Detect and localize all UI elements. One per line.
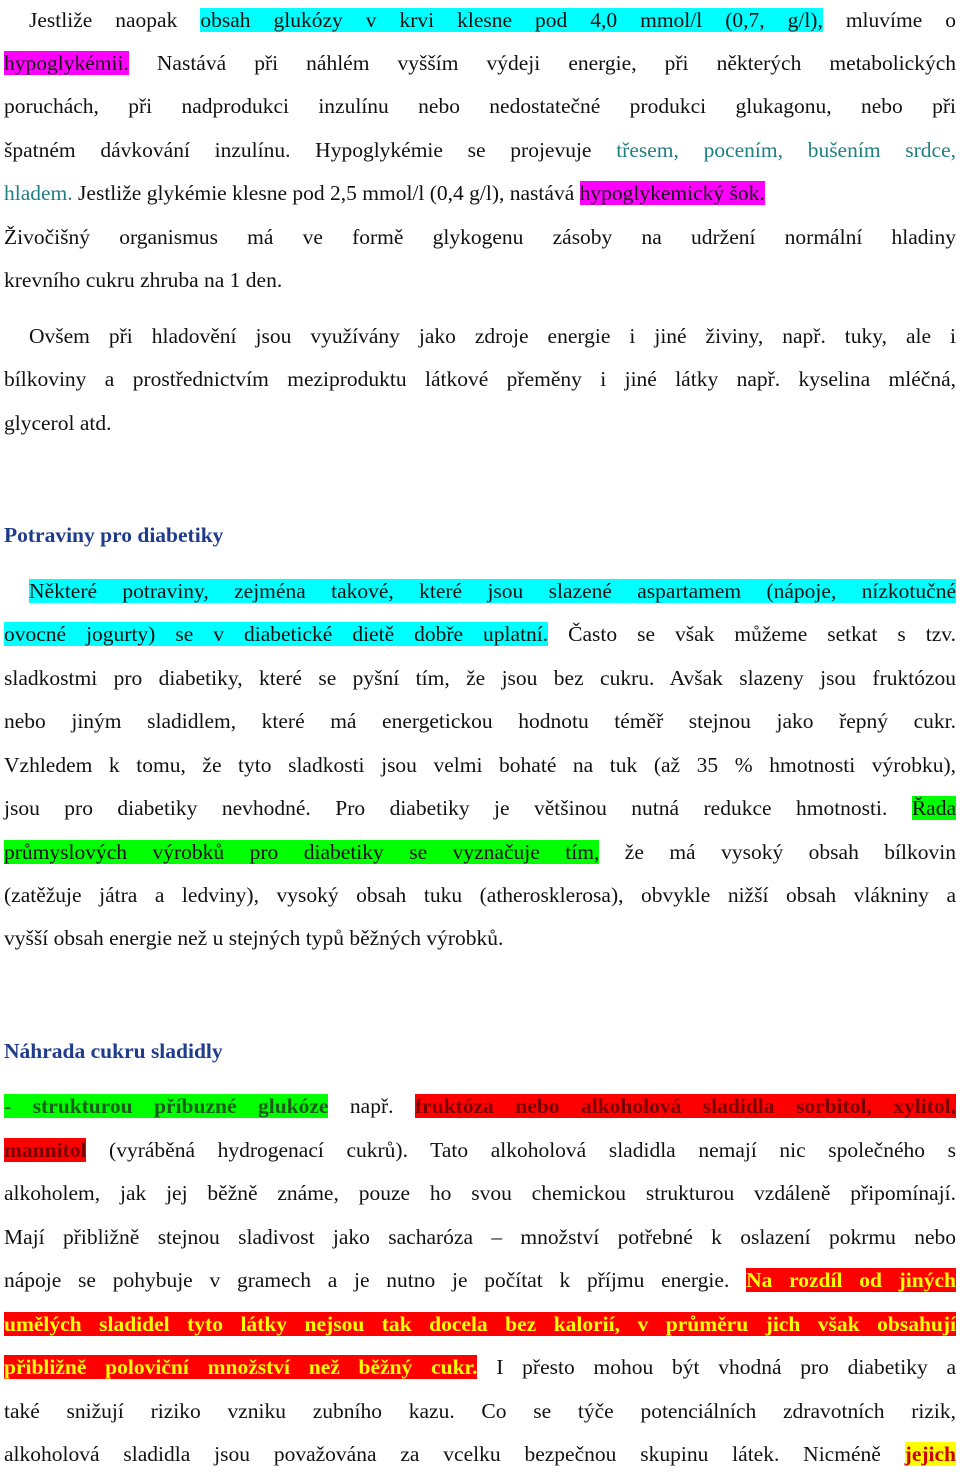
text-line: krevního cukru zhruba na 1 den.	[4, 268, 283, 292]
text-line	[4, 1264, 956, 1296]
text-line	[4, 618, 956, 650]
highlight-red: mannitol	[4, 1138, 87, 1162]
text-line	[4, 792, 956, 824]
text-line: Vzhledem k tomu, že tyto sladkosti jsou velmi bohaté na tuk (až 35 % hmotnosti výrobku),	[4, 753, 956, 777]
text-line: alkoholem, jak jej běžně známe, pouze ho svou chemickou strukturou vzdáleně připomínají.	[4, 1181, 956, 1205]
text-span: Jestliže naopak	[29, 8, 201, 32]
text-line	[4, 1134, 956, 1166]
text-line: Mají přibližně stejnou sladivost jako sacharóza – množství potřebné k oslazení pokrmu nebo	[4, 1225, 956, 1249]
highlight-cyan: ovocné jogurty) se v diabetické dietě dobře uplatní.	[4, 622, 549, 646]
text-line	[4, 836, 956, 868]
text-line	[4, 1090, 956, 1122]
text-span: alkoholová sladidla jsou považována za vcelku bezpečnou skupinu látek. Nicméně	[4, 1442, 905, 1466]
text-line: sladkostmi pro diabetiky, které se pyšní tím, že jsou bez cukru. Avšak slazeny jsou fruktózou	[4, 666, 956, 690]
text-line	[4, 1438, 956, 1470]
highlight-green: Řada	[911, 796, 956, 820]
text-line: Ovšem při hladovění jsou využívány jako zdroje energie i jiné živiny, např. tuky, ale i	[29, 324, 956, 348]
text-span: mluvíme o	[822, 8, 957, 32]
highlight-green: - strukturou příbuzné glukóze	[4, 1094, 329, 1118]
text-line: také snižují riziko vzniku zubního kazu. Co se týče potenciálních zdravotních rizik,	[4, 1399, 956, 1423]
text-line: glycerol atd.	[4, 411, 112, 435]
text-line	[4, 134, 956, 166]
text-line: Živočišný organismus má ve formě glykogenu zásoby na udržení normální hladiny	[4, 225, 956, 249]
highlight-magenta: hypoglykémii.	[4, 51, 129, 75]
text-span: Nastává při náhlém vyšším výdeji energie, při některých metabolických	[128, 51, 956, 75]
text-line: poruchách, při nadprodukci inzulínu nebo nedostatečné produkci glukagonu, nebo při	[4, 94, 956, 118]
text-line: vyšší obsah energie než u stejných typů běžných výrobků.	[4, 926, 504, 950]
text-line	[4, 177, 956, 209]
highlight-yellow: jejich	[904, 1442, 956, 1466]
text-line	[4, 575, 956, 607]
text-span: špatném dávkování inzulínu. Hypoglykémie se projevuje	[4, 138, 617, 162]
highlight-red: Na rozdíl od jiných	[746, 1268, 956, 1292]
highlight-red: fruktóza nebo alkoholová sladidla sorbitol, xylitol,	[414, 1094, 956, 1118]
text-span: např.	[328, 1094, 415, 1118]
text-line: (zatěžuje játra a ledviny), vysoký obsah tuku (atherosklerosa), obvykle nižší obsah vlákniny a	[4, 883, 956, 907]
highlight-red: umělých sladidel tyto látky nejsou tak docela bez kalorií, v průměru jich však obsahují	[4, 1312, 956, 1336]
text-line	[4, 1351, 956, 1383]
text-span: nápoje se pohybuje v gramech a je nutno je počítat k příjmu energie.	[4, 1268, 747, 1292]
highlight-cyan: Některé potraviny, zejména takové, které jsou slazené aspartamem (nápoje, nízkotučné	[29, 579, 956, 603]
highlight-magenta: hypoglykemický šok.	[579, 181, 765, 205]
text-line: nebo jiným sladidlem, které má energetickou hodnotu téměř stejnou jako řepný cukr.	[4, 709, 956, 733]
section-heading: Potraviny pro diabetiky	[4, 523, 224, 547]
section-heading: Náhrada cukru sladidly	[4, 1039, 223, 1063]
text-span: Jestliže glykémie klesne pod 2,5 mmol/l (0,4 g/l), nastává	[72, 181, 580, 205]
teal-text: hladem.	[4, 181, 73, 205]
text-line	[4, 47, 956, 79]
highlight-cyan: obsah glukózy v krvi klesne pod 4,0 mmol/l (0,7, g/l),	[200, 8, 823, 32]
teal-text: třesem, pocením, bušením srdce,	[616, 138, 956, 162]
text-span: Často se však můžeme setkat s tzv.	[548, 622, 956, 646]
text-line	[4, 1308, 956, 1340]
text-line	[4, 4, 956, 36]
text-span: jsou pro diabetiky nevhodné. Pro diabetiky je většinou nutná redukce hmotnosti.	[4, 796, 912, 820]
highlight-green: průmyslových výrobků pro diabetiky se vyznačuje tím,	[4, 840, 600, 864]
highlight-red: přibližně poloviční množství než běžný cukr.	[4, 1355, 478, 1379]
text-span: (vyráběná hydrogenací cukrů). Tato alkoholová sladidla nemají nic společného s	[86, 1138, 956, 1162]
text-span: že má vysoký obsah bílkovin	[599, 840, 956, 864]
text-span: I přesto mohou být vhodná pro diabetiky a	[477, 1355, 956, 1379]
text-line: bílkoviny a prostřednictvím meziproduktu látkové přeměny i jiné látky např. kyselina mléčná,	[4, 367, 956, 391]
